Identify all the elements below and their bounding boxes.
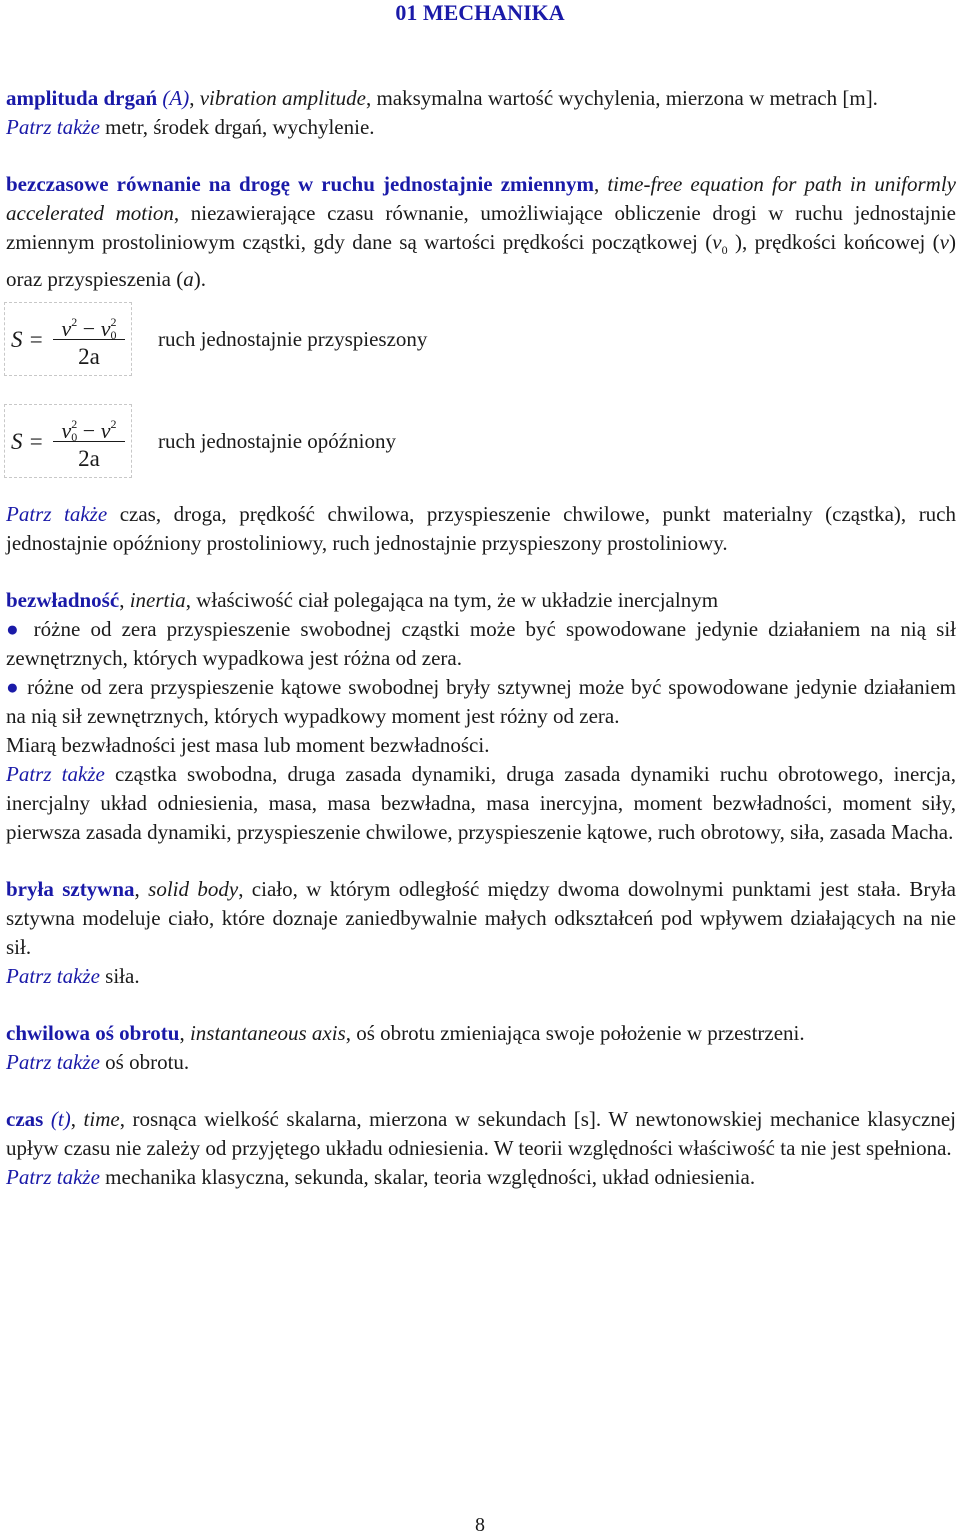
bullet-icon: ●	[6, 617, 24, 642]
english-term: time	[83, 1107, 120, 1132]
see-also-link[interactable]: Patrz także	[6, 964, 100, 989]
see-also-link[interactable]: Patrz także	[6, 762, 105, 787]
see-also-link[interactable]: Patrz także	[6, 1165, 100, 1190]
term: bezczasowe równanie na drogę w ruchu jednostajnie zmiennym	[6, 172, 595, 196]
entry-czas: czas (t), time, rosnąca wielkość skalarna, mierzona w sekundach [s]. W newtonowskiej mechanice klasycznej upływ czasu nie zależy od przyjętego układu odniesienia. W teorii względności właściwość ta nie jest spełniona. Patrz także mechanika klasyczna, sekunda, skalar, teoria względności, układ odniesienia.	[6, 1107, 957, 1190]
see-also-items: metr, środek drgań, wychylenie.	[99, 115, 375, 139]
bullet-text: różne od zera przyspieszenie swobodnej cząstki może być spowodowane jedynie działaniem na nią sił zewnętrznych, których wypadkowa jest różna od zera.	[6, 617, 956, 671]
formula-caption: ruch jednostajnie opóźniony	[158, 428, 396, 453]
page-number: 8	[475, 1514, 485, 1536]
entry-bezczasowe: bezczasowe równanie na drogę w ruchu jednostajnie zmiennym, time-free equation for path in uniformly accelerated motion, niezawierające czasu równanie, umożliwiające obliczenie drogi w ruchu jednostajnie zmiennym prostoliniowym cząstki, gdy dane są wartości prędkości początkowej ($v_0$ ), prędkości końcowej (v) oraz przyspieszenia (a). S = $v^2 - v^2_0$ 2a ruch jednostajnie przyspieszony S = $v^2_0 - v^2$ 2a ruch jednostajnie opóźniony Patrz także czas, droga, prędkość chwilowa, przyspieszenie chwilowe, punkt materialny (cząstka), ruch jednostajnie opóźniony prostoliniowy, ruch jednostajnie przyspieszony prostoliniowy.	[6, 172, 957, 556]
term: chwilowa oś obrotu	[6, 1021, 180, 1046]
numerator: $v^2_0 - v^2$	[61, 417, 117, 445]
english-term: solid body	[148, 877, 239, 902]
definition: , właściwość ciał polegająca na tym, że w układzie inercjalnym	[185, 588, 719, 613]
bullet-text: różne od zera przyspieszenie kątowe swobodnej bryły sztywnej może być spowodowane jedynie działaniem na nią sił zewnętrznych, których wypadkowy moment jest różny od zera.	[6, 675, 957, 729]
formula-accelerated	[4, 302, 956, 376]
entry-bryla-sztywna: bryła sztywna, solid body, ciało, w którym odległość między dwoma dowolnymi punktami jest stała. Bryła sztywna modeluje ciało, które doznaje zaniedbywalnie małych odkształceń pod wpływem działających na nie sił. Patrz także siła.	[6, 877, 956, 989]
definition: , rosnąca wielkość skalarna, mierzona w sekundach [s]. W newtonowskiej mechanice klasycznej upływ czasu nie zależy od przyjętego układu odniesienia. W teorii względności właściwość ta nie jest spełniona.	[6, 1107, 957, 1161]
fraction	[51, 409, 127, 474]
english-term: vibration amplitude	[199, 86, 366, 110]
numerator: $v^2 - v^2_0$	[61, 315, 117, 343]
see-also-items: oś obrotu.	[99, 1050, 190, 1075]
denominator: 2a	[78, 446, 100, 472]
see-also-items: cząstka swobodna, druga zasada dynamiki, druga zasada dynamiki ruchu obrotowego, inercja, inercjalny układ odniesienia, masa, masa bezwładna, masa inercyjna, moment bezwładności, moment siły, pierwsza zasada dynamiki, przyspieszenie chwilowe, przyspieszenie kątowe, ruch obrotowy, siła, zasada Macha.	[6, 762, 957, 845]
formula-decelerated	[4, 404, 956, 478]
glossary-content	[6, 84, 956, 1220]
see-also-link[interactable]: Patrz także	[6, 1050, 100, 1075]
see-also-items: czas, droga, prędkość chwilowa, przyspieszenie chwilowe, punkt materialny (cząstka), ruch jednostajnie opóźniony prostoliniowy, ruch jednostajnie przyspieszony prostoliniowy.	[6, 502, 957, 556]
symbol: A	[169, 86, 183, 110]
symbol: t	[57, 1107, 64, 1132]
see-also-link[interactable]: Patrz także	[6, 115, 100, 139]
english-term: instantaneous axis	[189, 1021, 346, 1046]
symbol-v: v	[939, 230, 949, 254]
page-title: 01 MECHANIKA	[395, 0, 565, 25]
bullet-icon: ●	[6, 675, 21, 700]
english-term: inertia	[129, 588, 186, 613]
formula-lhs: S =	[11, 429, 44, 455]
formula-image	[4, 302, 132, 376]
formula-caption: ruch jednostajnie przyspieszony	[158, 326, 428, 351]
see-also-items: siła.	[99, 964, 140, 989]
entry-amplituda: amplituda drgań (A), vibration amplitude, maksymalna wartość wychylenia, mierzona w metrach [m]. Patrz także metr, środek drgań, wychylenie.	[6, 86, 878, 139]
english-term: time-free equation for path in uniformly accelerated motion	[6, 172, 956, 225]
term: bryła sztywna	[6, 877, 135, 902]
term: czas	[6, 1107, 44, 1132]
measure-text: Miarą bezwładności jest masa lub moment bezwładności.	[6, 733, 490, 758]
term: amplituda drgań	[6, 86, 158, 110]
symbol-v0: v	[712, 230, 722, 254]
formula-lhs: S =	[11, 327, 44, 353]
symbol-a: a	[183, 267, 194, 292]
definition: , oś obrotu zmieniająca swoje położenie w przestrzeni.	[345, 1021, 805, 1046]
entry-bezwladnosc: bezwładność, inertia, właściwość ciał polegająca na tym, że w układzie inercjalnym ● różne od zera przyspieszenie swobodnej cząstki może być spowodowane jedynie działaniem na nią sił zewnętrznych, których wypadkowa jest różna od zera. ● różne od zera przyspieszenie kątowe swobodnej bryły sztywnej może być spowodowane jedynie działaniem na nią sił zewnętrznych, których wypadkowy moment jest różny od zera. Miarą bezwładności jest masa lub moment bezwładności. Patrz także cząstka swobodna, druga zasada dynamiki, druga zasada dynamiki ruchu obrotowego, inercja, inercjalny układ odniesienia, masa, masa bezwładna, masa inercyjna, moment bezwładności, moment siły, pierwsza zasada dynamiki, przyspieszenie chwilowe, przyspieszenie kątowe, ruch obrotowy, siła, zasada Macha.	[6, 588, 957, 845]
symbol-v0-sub: 0	[721, 243, 728, 258]
fraction	[51, 307, 127, 372]
entry-chwilowa-os-obrotu: chwilowa oś obrotu, instantaneous axis, oś obrotu zmieniająca swoje położenie w przestrzeni. Patrz także oś obrotu.	[6, 1021, 805, 1075]
see-also-link[interactable]: Patrz także	[6, 502, 108, 527]
denominator: 2a	[78, 344, 100, 370]
formula-image	[4, 404, 132, 478]
definition: , maksymalna wartość wychylenia, mierzona w metrach [m].	[365, 86, 878, 110]
see-also-items: mechanika klasyczna, sekunda, skalar, teoria względności, układ odniesienia.	[99, 1165, 756, 1190]
definition: , niezawierające czasu równanie, umożliwiające obliczenie drogi w ruchu jednostajnie zmiennym prostoliniowym cząstki, gdy dane są wartości prędkości początkowej (	[6, 201, 956, 254]
definition: , ciało, w którym odległość między dwoma dowolnymi punktami jest stała. Bryła sztywna modeluje ciało, które doznaje zaniedbywalnie małych odkształceń pod wpływem działających na nie sił.	[6, 877, 956, 960]
term: bezwładność	[6, 588, 120, 613]
